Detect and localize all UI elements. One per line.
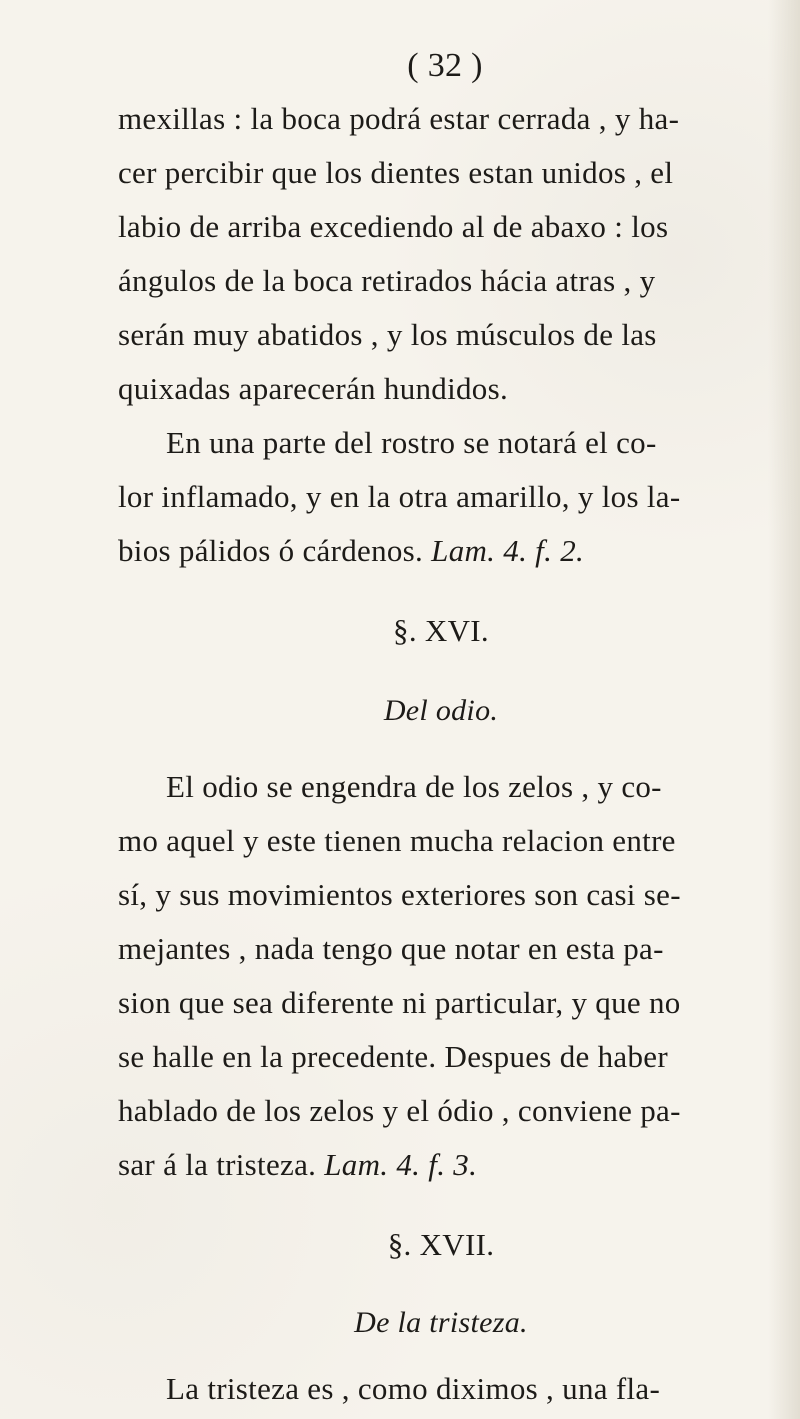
text-line-17 (118, 1138, 764, 1192)
text-line-5-content: serán muy abatidos , y los músculos de las (118, 317, 657, 352)
text-line-11 (118, 814, 764, 868)
plate-reference-1: Lam. 4. f. 2. (431, 533, 585, 568)
text-line-4-content: ángulos de la boca retirados hácia atras , y (118, 263, 656, 298)
text-line-1 (118, 92, 764, 146)
text-line-8-content: lor inflamado, y en la otra amarillo, y los la- (118, 479, 681, 514)
text-line-3-content: labio de arriba excediendo al de abaxo : los (118, 209, 669, 244)
text-line-15 (118, 1030, 764, 1084)
page-text-block (118, 44, 764, 1416)
text-line-10 (118, 760, 764, 814)
plate-reference-2: Lam. 4. f. 3. (324, 1147, 478, 1182)
section-title-odio: Del odio. (383, 694, 499, 727)
text-line-13-content: mejantes , nada tengo que notar en esta pa- (118, 931, 664, 966)
page-edge-shadow (768, 0, 800, 1419)
text-line-17-content: sar á la tristeza. (118, 1147, 317, 1182)
text-line-15-content: se halle en la precedente. Despues de haber (118, 1039, 668, 1074)
text-line-7-content: En una parte del rostro se notará el co- (166, 425, 657, 460)
text-line-3 (118, 200, 764, 254)
text-line-18 (118, 1362, 764, 1416)
text-line-7 (118, 416, 764, 470)
text-line-11-content: mo aquel y este tienen mucha relacion entre (118, 823, 676, 858)
text-line-16-content: hablado de los zelos y el ódio , conviene pa- (118, 1093, 681, 1128)
text-line-16 (118, 1084, 764, 1138)
text-line-9 (118, 524, 764, 578)
page-number: ( 32 ) (407, 47, 483, 84)
text-line-8 (118, 470, 764, 524)
text-line-12 (118, 868, 764, 922)
section-number-xvi: §. XVI. (393, 613, 489, 648)
text-line-13 (118, 922, 764, 976)
text-line-18-content: La tristeza es , como diximos , una fla- (166, 1371, 661, 1406)
text-line-10-content: El odio se engendra de los zelos , y co- (166, 769, 662, 804)
text-line-9-content: bios pálidos ó cárdenos. (118, 533, 424, 568)
text-line-12-content: sí, y sus movimientos exteriores son casi se- (118, 877, 681, 912)
text-line-14-content: sion que sea diferente ni particular, y que no (118, 985, 681, 1020)
text-line-2 (118, 146, 764, 200)
text-line-1-content: mexillas : la boca podrá estar cerrada , y ha- (118, 101, 680, 136)
section-title-tristeza: De la tristeza. (354, 1306, 528, 1339)
text-line-4 (118, 254, 764, 308)
text-line-2-content: cer percibir que los dientes estan unidos , el (118, 155, 674, 190)
text-line-14 (118, 976, 764, 1030)
text-line-6-content: quixadas aparecerán hundidos. (118, 371, 509, 406)
text-line-5 (118, 308, 764, 362)
text-line-6 (118, 362, 764, 416)
section-number-xvii: §. XVII. (387, 1227, 495, 1262)
